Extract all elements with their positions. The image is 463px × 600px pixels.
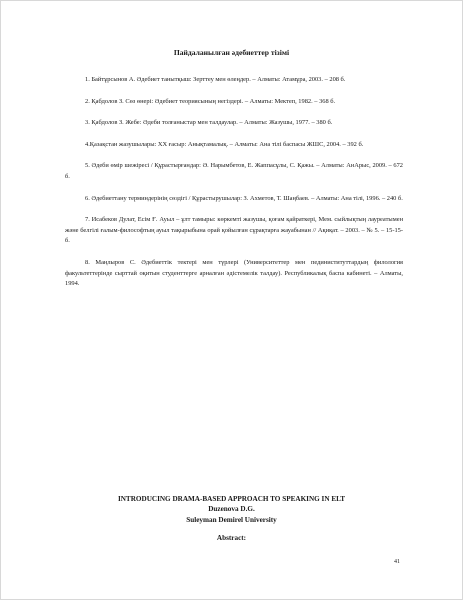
reference-item: 2. Қабдолов З. Сөз өнері: Әдебиет теориясының негіздері. – Алматы: Мектеп, 1982. – 368 б. xyxy=(85,97,336,105)
abstract-label: Abstract: xyxy=(216,534,247,543)
reference-item: 4.Қазақстан жазушылары: ХХ ғасыр: Анықтамалық. – Алматы: Ана тілі баспасы ЖШС, 2004. – 392 б. xyxy=(85,140,364,148)
article-affiliation: Suleyman Demirel University xyxy=(186,515,277,524)
reference-item: 8. Маңлыров С. Әдебиеттік тектері мен түрлері (Университеттер мен пединиституттардың филология факультеттерінде сырттай оқитын студенттерге арналған әдістемелік талдау). Республикалық баспа кабинеті. – Алматы, 1994. xyxy=(65,258,403,288)
references-list xyxy=(65,75,403,301)
article-title: INTRODUCING DRAMA-BASED APPROACH TO SPEAKING IN ELT xyxy=(117,495,346,503)
reference-item: 3. Қабдолов З. Жебе: Әдеби толғаныстар мен талдаулар. – Алматы: Жазушы, 1977. – 380 б. xyxy=(85,119,333,127)
reference-item: 5. Әдеби өмір шежіресі / Құрастырғандар: Ә. Нарымбетов, Е. Жаппасұлы, С. Қажы. – Алматы: АнАрыс, 2009. – 672 б. xyxy=(65,162,403,180)
reference-item: 1. Байтұрсынов А. Әдебиет танытқыш: Зерттеу мен өлеңдер. – Алматы: Атамұра, 2003. – 208 б. xyxy=(85,76,346,83)
references-heading: Пайдаланылған әдебиеттер тізімі xyxy=(173,48,290,57)
spacer xyxy=(1,525,462,533)
article-author: Duzenova D.G. xyxy=(208,505,255,514)
page-number: 41 xyxy=(394,559,400,565)
article-header xyxy=(1,494,462,544)
reference-item: 6. Әдебиеттану терминдерінің сөздігі / Құрастырушылар: З. Ахметов, Т. Шаңбаев. – Алматы: Ана тілі, 1996. – 240 б. xyxy=(85,194,403,202)
reference-item: 7. Исабеков Дулат, Есім Ғ. Ауыл – ұлт тамыры: көркемті жазушы, қоғам қайраткері, Мем. сыйлықтың лауреатымен және белгілі ғалым-философтың ауыл тақырыбына орай қойылған сұрақтарға жауабынан // Ақиқат. – 2003. – № 5. – 15-15-б. xyxy=(65,216,403,245)
